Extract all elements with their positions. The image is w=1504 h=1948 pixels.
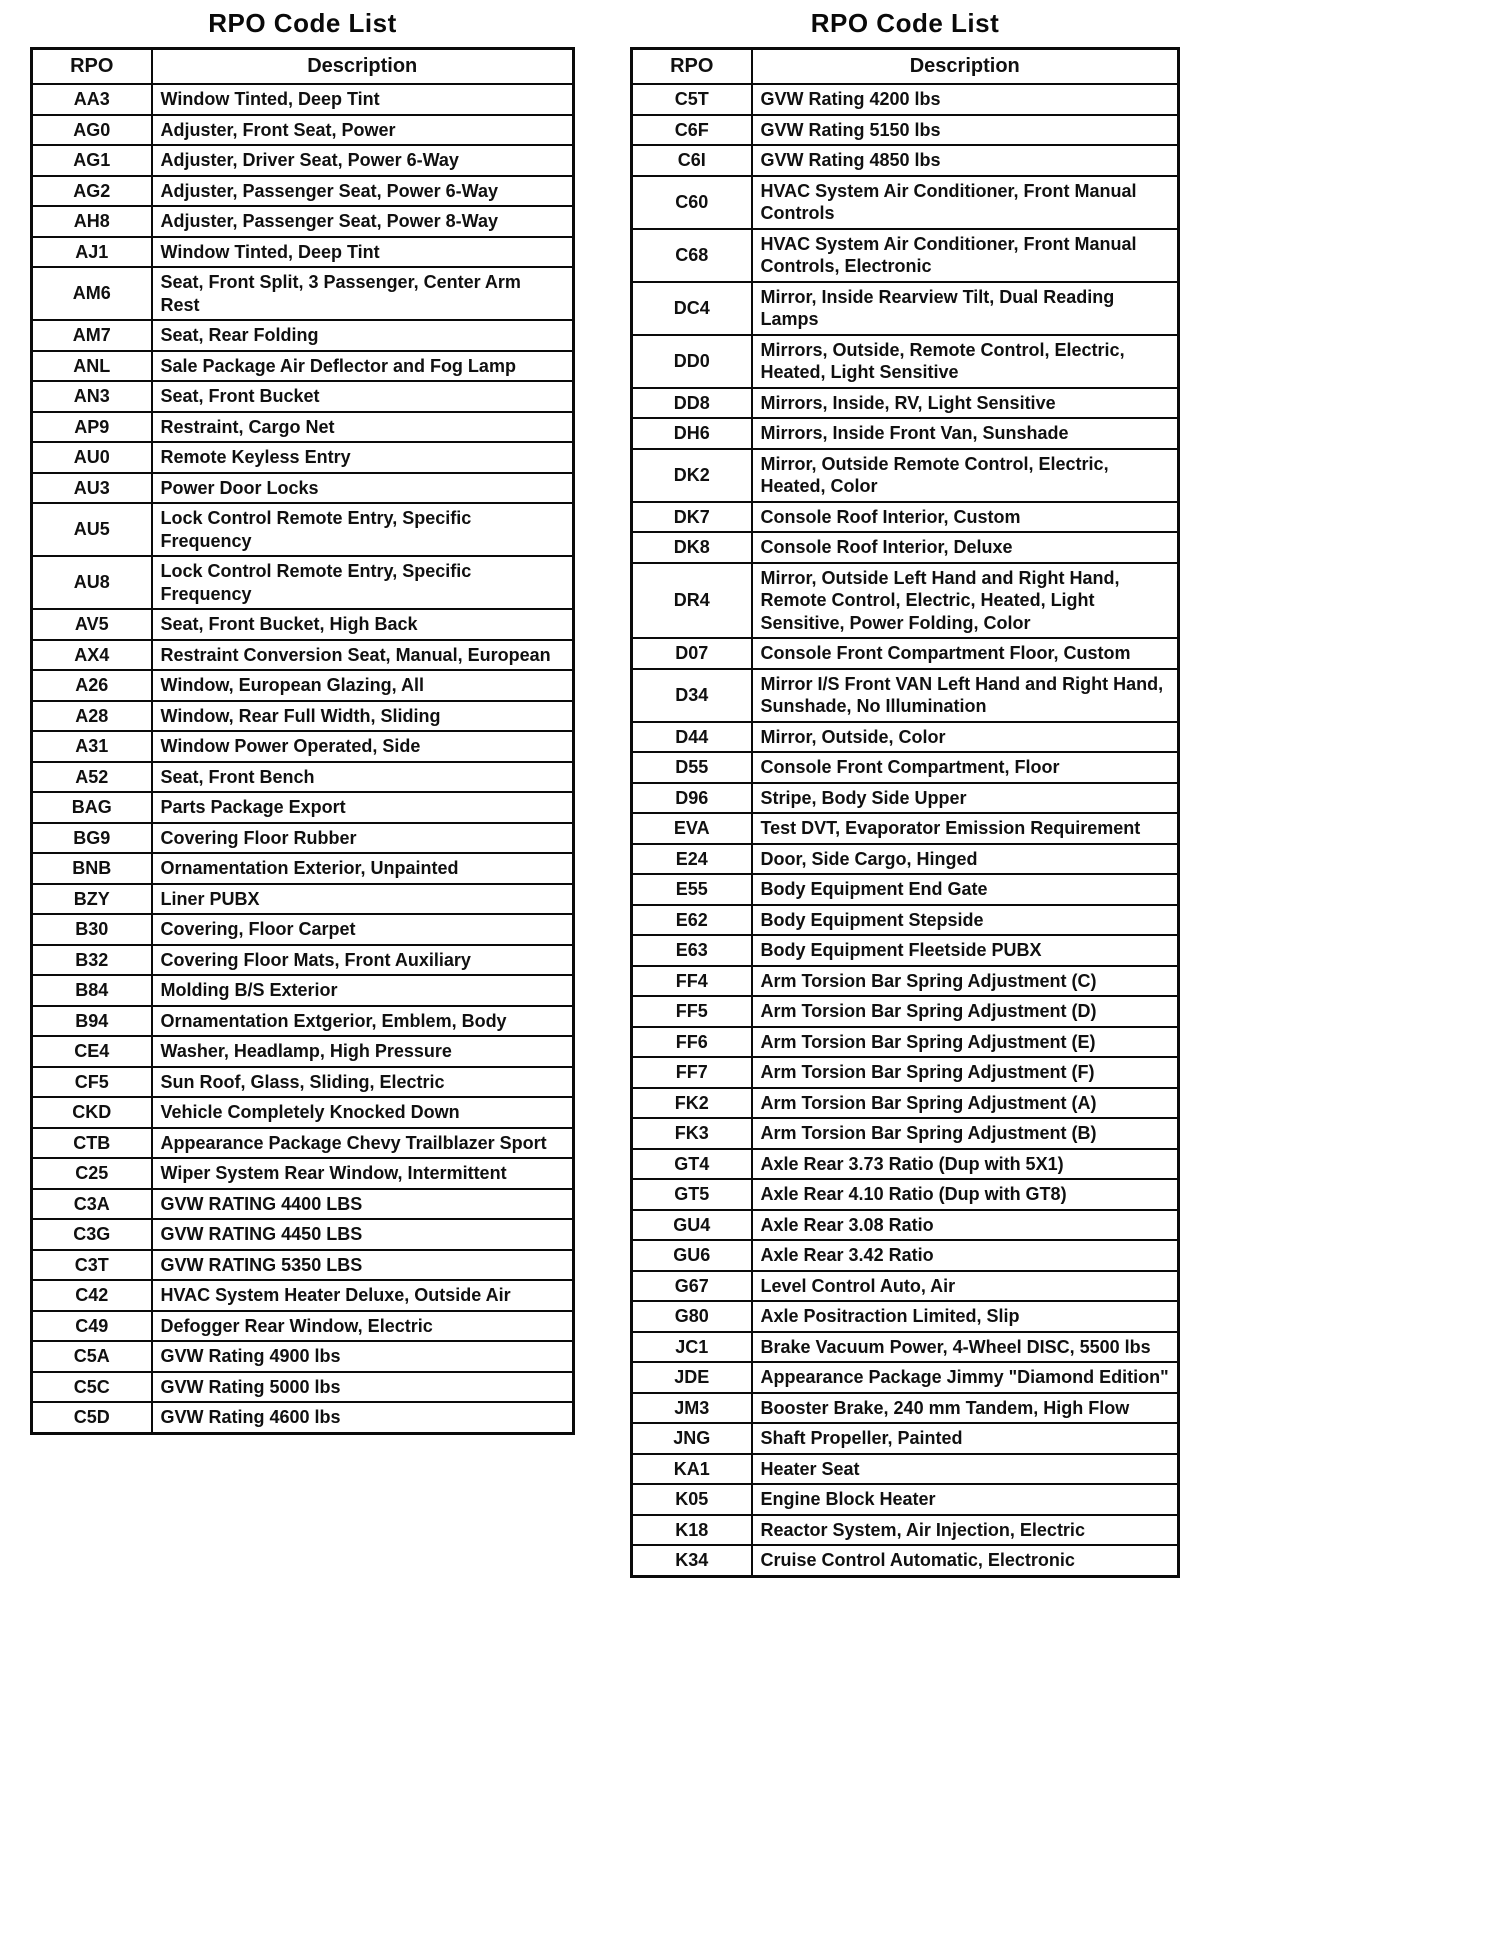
description-cell: GVW RATING 5350 LBS	[152, 1250, 574, 1281]
rpo-code-cell: D96	[632, 783, 752, 814]
rpo-code-cell: K18	[632, 1515, 752, 1546]
description-cell: GVW RATING 4450 LBS	[152, 1219, 574, 1250]
rpo-code-cell: KA1	[632, 1454, 752, 1485]
rpo-code-cell: BNB	[32, 853, 152, 884]
rpo-code-cell: G67	[632, 1271, 752, 1302]
rpo-code-cell: GT4	[632, 1149, 752, 1180]
description-cell: Door, Side Cargo, Hinged	[752, 844, 1179, 875]
table-row	[32, 503, 574, 556]
table-row	[32, 1250, 574, 1281]
description-cell: Stripe, Body Side Upper	[752, 783, 1179, 814]
table-row	[632, 1149, 1179, 1180]
table-row	[32, 823, 574, 854]
table-body	[632, 84, 1179, 1576]
table-row	[632, 1454, 1179, 1485]
description-cell: Mirror I/S Front VAN Left Hand and Right Hand, Sunshade, No Illumination	[752, 669, 1179, 722]
description-cell: Ornamentation Exterior, Unpainted	[152, 853, 574, 884]
description-cell: Axle Rear 3.73 Ratio (Dup with 5X1)	[752, 1149, 1179, 1180]
rpo-code-cell: AG2	[32, 176, 152, 207]
rpo-code-cell: DR4	[632, 563, 752, 639]
rpo-code-cell: AA3	[32, 84, 152, 115]
rpo-code-cell: AU0	[32, 442, 152, 473]
rpo-code-cell: AN3	[32, 381, 152, 412]
rpo-table-section-left	[30, 8, 575, 1435]
table-row	[632, 176, 1179, 229]
table-row	[632, 449, 1179, 502]
table-row	[632, 1271, 1179, 1302]
table-row	[32, 84, 574, 115]
description-cell: Adjuster, Passenger Seat, Power 8-Way	[152, 206, 574, 237]
description-cell: Body Equipment End Gate	[752, 874, 1179, 905]
rpo-code-cell: C68	[632, 229, 752, 282]
description-cell: HVAC System Heater Deluxe, Outside Air	[152, 1280, 574, 1311]
table-row	[632, 1210, 1179, 1241]
table-row	[632, 935, 1179, 966]
table-row	[632, 874, 1179, 905]
table-row	[632, 966, 1179, 997]
table-row	[32, 206, 574, 237]
rpo-table-left	[30, 47, 575, 1435]
rpo-code-cell: C5A	[32, 1341, 152, 1372]
rpo-code-cell: G80	[632, 1301, 752, 1332]
table-row	[32, 670, 574, 701]
description-cell: Window Tinted, Deep Tint	[152, 237, 574, 268]
description-cell: GVW Rating 4900 lbs	[152, 1341, 574, 1372]
description-cell: Axle Rear 3.42 Ratio	[752, 1240, 1179, 1271]
table-row	[632, 638, 1179, 669]
rpo-code-cell: GU6	[632, 1240, 752, 1271]
rpo-code-cell: C42	[32, 1280, 152, 1311]
rpo-code-cell: DK8	[632, 532, 752, 563]
rpo-code-cell: FF7	[632, 1057, 752, 1088]
table-row	[632, 282, 1179, 335]
table-row	[632, 1179, 1179, 1210]
rpo-code-cell: DK7	[632, 502, 752, 533]
rpo-code-cell: D34	[632, 669, 752, 722]
table-body	[32, 84, 574, 1433]
table-row	[32, 351, 574, 382]
rpo-code-cell: A31	[32, 731, 152, 762]
description-cell: Mirror, Outside, Color	[752, 722, 1179, 753]
description-cell: GVW Rating 4200 lbs	[752, 84, 1179, 115]
description-cell: Vehicle Completely Knocked Down	[152, 1097, 574, 1128]
table-header	[632, 49, 1179, 85]
description-cell: Seat, Rear Folding	[152, 320, 574, 351]
table-row	[32, 556, 574, 609]
rpo-code-cell: GT5	[632, 1179, 752, 1210]
description-cell: Power Door Locks	[152, 473, 574, 504]
rpo-code-cell: A26	[32, 670, 152, 701]
rpo-code-cell: B84	[32, 975, 152, 1006]
rpo-code-cell: CKD	[32, 1097, 152, 1128]
description-cell: Sun Roof, Glass, Sliding, Electric	[152, 1067, 574, 1098]
table-row	[632, 145, 1179, 176]
rpo-code-cell: JDE	[632, 1362, 752, 1393]
table-row	[32, 609, 574, 640]
table-row	[32, 853, 574, 884]
description-cell: GVW Rating 5000 lbs	[152, 1372, 574, 1403]
table-row	[632, 669, 1179, 722]
description-cell: Engine Block Heater	[752, 1484, 1179, 1515]
table-row	[632, 1515, 1179, 1546]
rpo-code-cell: FF5	[632, 996, 752, 1027]
rpo-code-cell: DD8	[632, 388, 752, 419]
description-cell: Console Front Compartment, Floor	[752, 752, 1179, 783]
column-header-rpo: RPO	[32, 49, 152, 85]
rpo-code-cell: K05	[632, 1484, 752, 1515]
table-row	[32, 1097, 574, 1128]
rpo-code-cell: BG9	[32, 823, 152, 854]
description-cell: Axle Rear 4.10 Ratio (Dup with GT8)	[752, 1179, 1179, 1210]
rpo-code-cell: B94	[32, 1006, 152, 1037]
table-row	[632, 1484, 1179, 1515]
description-cell: Seat, Front Split, 3 Passenger, Center Arm Rest	[152, 267, 574, 320]
table-row	[32, 320, 574, 351]
table-row	[32, 1311, 574, 1342]
rpo-code-cell: AU5	[32, 503, 152, 556]
rpo-code-cell: C60	[632, 176, 752, 229]
description-cell: Appearance Package Jimmy "Diamond Edition"	[752, 1362, 1179, 1393]
description-cell: Arm Torsion Bar Spring Adjustment (A)	[752, 1088, 1179, 1119]
table-row	[632, 783, 1179, 814]
rpo-code-cell: FK2	[632, 1088, 752, 1119]
description-cell: Restraint Conversion Seat, Manual, European	[152, 640, 574, 671]
table-row	[32, 640, 574, 671]
table-row	[632, 388, 1179, 419]
rpo-code-cell: C5D	[32, 1402, 152, 1433]
description-cell: Restraint, Cargo Net	[152, 412, 574, 443]
description-cell: Seat, Front Bucket, High Back	[152, 609, 574, 640]
table-row	[32, 1006, 574, 1037]
table-row	[32, 145, 574, 176]
table-row	[632, 563, 1179, 639]
rpo-code-cell: ANL	[32, 351, 152, 382]
table-row	[32, 884, 574, 915]
table-row	[632, 532, 1179, 563]
table-row	[32, 176, 574, 207]
rpo-code-cell: C3G	[32, 1219, 152, 1250]
table-row	[32, 1036, 574, 1067]
rpo-code-cell: D44	[632, 722, 752, 753]
table-row	[32, 945, 574, 976]
description-cell: Brake Vacuum Power, 4-Wheel DISC, 5500 lbs	[752, 1332, 1179, 1363]
rpo-code-cell: AJ1	[32, 237, 152, 268]
description-cell: Console Front Compartment Floor, Custom	[752, 638, 1179, 669]
table-row	[632, 1301, 1179, 1332]
table-header	[32, 49, 574, 85]
description-cell: Liner PUBX	[152, 884, 574, 915]
rpo-table-right	[630, 47, 1180, 1578]
description-cell: Molding B/S Exterior	[152, 975, 574, 1006]
rpo-code-cell: DK2	[632, 449, 752, 502]
description-cell: Arm Torsion Bar Spring Adjustment (D)	[752, 996, 1179, 1027]
description-cell: Sale Package Air Deflector and Fog Lamp	[152, 351, 574, 382]
description-cell: Window Power Operated, Side	[152, 731, 574, 762]
page-title: RPO Code List	[208, 8, 397, 38]
description-cell: Arm Torsion Bar Spring Adjustment (E)	[752, 1027, 1179, 1058]
table-row	[632, 229, 1179, 282]
description-cell: Heater Seat	[752, 1454, 1179, 1485]
rpo-code-cell: AU3	[32, 473, 152, 504]
table-row	[632, 813, 1179, 844]
description-cell: HVAC System Air Conditioner, Front Manual Controls, Electronic	[752, 229, 1179, 282]
table-row	[32, 701, 574, 732]
rpo-code-cell: C5C	[32, 1372, 152, 1403]
rpo-code-cell: DC4	[632, 282, 752, 335]
description-cell: Mirror, Outside Remote Control, Electric, Heated, Color	[752, 449, 1179, 502]
table-row	[32, 1158, 574, 1189]
table-row	[632, 418, 1179, 449]
table-row	[632, 1088, 1179, 1119]
description-cell: Wiper System Rear Window, Intermittent	[152, 1158, 574, 1189]
column-header-description: Description	[752, 49, 1179, 85]
description-cell: Appearance Package Chevy Trailblazer Sport	[152, 1128, 574, 1159]
table-row	[32, 1372, 574, 1403]
rpo-code-cell: C3A	[32, 1189, 152, 1220]
rpo-code-cell: CTB	[32, 1128, 152, 1159]
description-cell: Mirror, Inside Rearview Tilt, Dual Reading Lamps	[752, 282, 1179, 335]
table-row	[32, 731, 574, 762]
table-row	[632, 1118, 1179, 1149]
table-row	[632, 752, 1179, 783]
rpo-code-cell: FF4	[632, 966, 752, 997]
page-title: RPO Code List	[810, 8, 1000, 38]
rpo-code-cell: BAG	[32, 792, 152, 823]
rpo-code-cell: AP9	[32, 412, 152, 443]
description-cell: Defogger Rear Window, Electric	[152, 1311, 574, 1342]
rpo-code-cell: E63	[632, 935, 752, 966]
description-cell: Body Equipment Fleetside PUBX	[752, 935, 1179, 966]
table-row	[32, 381, 574, 412]
description-cell: Booster Brake, 240 mm Tandem, High Flow	[752, 1393, 1179, 1424]
table-row	[32, 412, 574, 443]
table-row	[632, 1362, 1179, 1393]
table-row	[632, 1027, 1179, 1058]
description-cell: Remote Keyless Entry	[152, 442, 574, 473]
table-row	[32, 1128, 574, 1159]
rpo-code-cell: AG0	[32, 115, 152, 146]
rpo-code-cell: AX4	[32, 640, 152, 671]
description-cell: Adjuster, Front Seat, Power	[152, 115, 574, 146]
table-row	[32, 914, 574, 945]
rpo-code-cell: BZY	[32, 884, 152, 915]
description-cell: Cruise Control Automatic, Electronic	[752, 1545, 1179, 1576]
rpo-code-cell: JNG	[632, 1423, 752, 1454]
rpo-code-cell: A52	[32, 762, 152, 793]
description-cell: Adjuster, Driver Seat, Power 6-Way	[152, 145, 574, 176]
table-row	[32, 267, 574, 320]
rpo-code-cell: E55	[632, 874, 752, 905]
rpo-code-cell: AM7	[32, 320, 152, 351]
description-cell: Axle Rear 3.08 Ratio	[752, 1210, 1179, 1241]
description-cell: Console Roof Interior, Deluxe	[752, 532, 1179, 563]
table-row	[632, 1393, 1179, 1424]
description-cell: Seat, Front Bucket	[152, 381, 574, 412]
table-row	[632, 1057, 1179, 1088]
rpo-code-cell: AV5	[32, 609, 152, 640]
description-cell: Arm Torsion Bar Spring Adjustment (B)	[752, 1118, 1179, 1149]
description-cell: Covering, Floor Carpet	[152, 914, 574, 945]
table-row	[632, 115, 1179, 146]
header-row	[32, 49, 574, 85]
rpo-code-cell: JC1	[632, 1332, 752, 1363]
table-row	[32, 473, 574, 504]
rpo-code-cell: GU4	[632, 1210, 752, 1241]
description-cell: Shaft Propeller, Painted	[752, 1423, 1179, 1454]
description-cell: Washer, Headlamp, High Pressure	[152, 1036, 574, 1067]
table-row	[632, 1423, 1179, 1454]
rpo-code-cell: B32	[32, 945, 152, 976]
rpo-code-cell: C3T	[32, 1250, 152, 1281]
description-cell: Reactor System, Air Injection, Electric	[752, 1515, 1179, 1546]
rpo-code-cell: FK3	[632, 1118, 752, 1149]
table-row	[32, 762, 574, 793]
table-row	[632, 502, 1179, 533]
description-cell: Adjuster, Passenger Seat, Power 6-Way	[152, 176, 574, 207]
table-row	[32, 1402, 574, 1433]
table-row	[32, 1067, 574, 1098]
description-cell: Window Tinted, Deep Tint	[152, 84, 574, 115]
rpo-code-cell: AM6	[32, 267, 152, 320]
table-row	[32, 1189, 574, 1220]
description-cell: Arm Torsion Bar Spring Adjustment (C)	[752, 966, 1179, 997]
description-cell: Lock Control Remote Entry, Specific Frequency	[152, 503, 574, 556]
description-cell: Seat, Front Bench	[152, 762, 574, 793]
rpo-code-cell: AG1	[32, 145, 152, 176]
rpo-code-cell: D07	[632, 638, 752, 669]
description-cell: GVW Rating 5150 lbs	[752, 115, 1179, 146]
rpo-code-cell: DH6	[632, 418, 752, 449]
table-row	[32, 1219, 574, 1250]
table-row	[32, 237, 574, 268]
rpo-code-cell: CE4	[32, 1036, 152, 1067]
description-cell: GVW Rating 4850 lbs	[752, 145, 1179, 176]
description-cell: Arm Torsion Bar Spring Adjustment (F)	[752, 1057, 1179, 1088]
column-header-description: Description	[152, 49, 574, 85]
table-row	[32, 792, 574, 823]
description-cell: Ornamentation Extgerior, Emblem, Body	[152, 1006, 574, 1037]
rpo-code-cell: B30	[32, 914, 152, 945]
description-cell: Covering Floor Rubber	[152, 823, 574, 854]
table-row	[632, 905, 1179, 936]
rpo-code-cell: CF5	[32, 1067, 152, 1098]
rpo-code-cell: JM3	[632, 1393, 752, 1424]
description-cell: Window, Rear Full Width, Sliding	[152, 701, 574, 732]
description-cell: Level Control Auto, Air	[752, 1271, 1179, 1302]
description-cell: Mirrors, Inside Front Van, Sunshade	[752, 418, 1179, 449]
description-cell: Mirror, Outside Left Hand and Right Hand, Remote Control, Electric, Heated, Light Sensitive, Power Folding, Color	[752, 563, 1179, 639]
rpo-code-cell: AH8	[32, 206, 152, 237]
rpo-code-cell: D55	[632, 752, 752, 783]
rpo-code-cell: DD0	[632, 335, 752, 388]
rpo-code-cell: FF6	[632, 1027, 752, 1058]
description-cell: Mirrors, Inside, RV, Light Sensitive	[752, 388, 1179, 419]
rpo-code-cell: K34	[632, 1545, 752, 1576]
rpo-code-cell: C25	[32, 1158, 152, 1189]
description-cell: Body Equipment Stepside	[752, 905, 1179, 936]
description-cell: Parts Package Export	[152, 792, 574, 823]
table-row	[32, 1341, 574, 1372]
description-cell: Window, European Glazing, All	[152, 670, 574, 701]
rpo-code-cell: AU8	[32, 556, 152, 609]
rpo-code-cell: C5T	[632, 84, 752, 115]
rpo-code-cell: EVA	[632, 813, 752, 844]
rpo-code-cell: C6F	[632, 115, 752, 146]
description-cell: Covering Floor Mats, Front Auxiliary	[152, 945, 574, 976]
description-cell: Lock Control Remote Entry, Specific Frequency	[152, 556, 574, 609]
description-cell: GVW Rating 4600 lbs	[152, 1402, 574, 1433]
table-row	[632, 1545, 1179, 1576]
header-row	[632, 49, 1179, 85]
description-cell: HVAC System Air Conditioner, Front Manual Controls	[752, 176, 1179, 229]
table-row	[632, 996, 1179, 1027]
table-row	[632, 335, 1179, 388]
rpo-table-section-right	[630, 8, 1180, 1578]
table-row	[632, 844, 1179, 875]
rpo-code-cell: C49	[32, 1311, 152, 1342]
table-row	[32, 115, 574, 146]
rpo-code-cell: E24	[632, 844, 752, 875]
table-row	[632, 1240, 1179, 1271]
rpo-code-cell: A28	[32, 701, 152, 732]
description-cell: Mirrors, Outside, Remote Control, Electric, Heated, Light Sensitive	[752, 335, 1179, 388]
table-row	[632, 722, 1179, 753]
description-cell: Console Roof Interior, Custom	[752, 502, 1179, 533]
table-row	[32, 442, 574, 473]
column-header-rpo: RPO	[632, 49, 752, 85]
table-row	[32, 975, 574, 1006]
table-row	[632, 1332, 1179, 1363]
description-cell: Test DVT, Evaporator Emission Requirement	[752, 813, 1179, 844]
table-row	[32, 1280, 574, 1311]
rpo-code-cell: E62	[632, 905, 752, 936]
table-row	[632, 84, 1179, 115]
description-cell: GVW RATING 4400 LBS	[152, 1189, 574, 1220]
rpo-code-cell: C6I	[632, 145, 752, 176]
description-cell: Axle Positraction Limited, Slip	[752, 1301, 1179, 1332]
